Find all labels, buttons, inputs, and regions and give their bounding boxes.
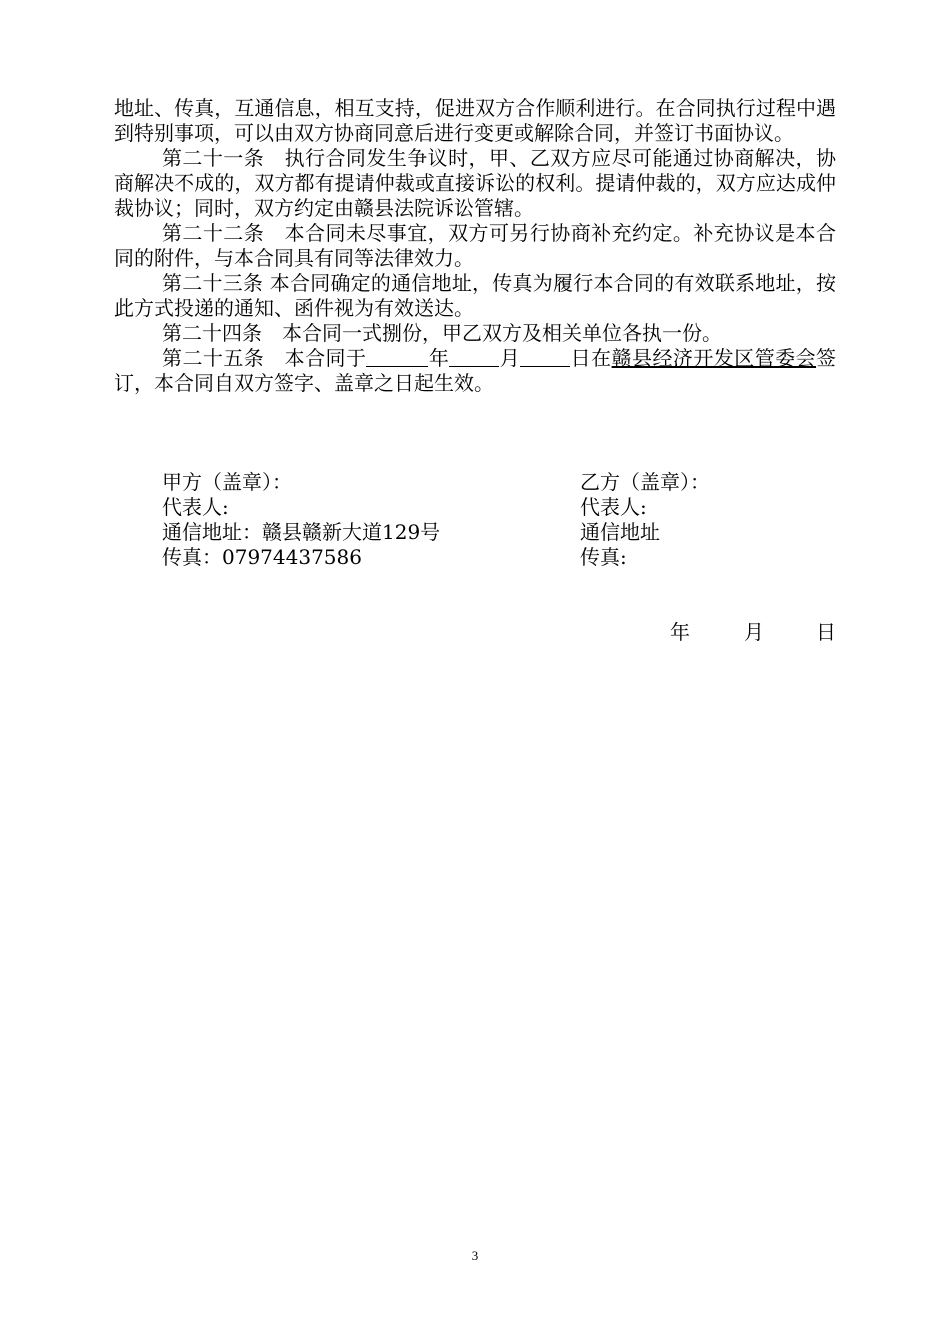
party-a-rep: 代表人: — [162, 495, 229, 519]
party-a-title: 甲方（盖章）： — [162, 470, 292, 494]
article-25-day: 日在 — [570, 346, 612, 370]
contract-body — [114, 96, 836, 396]
month-blank — [449, 348, 499, 367]
party-a-fax: 传真：07974437586 — [162, 545, 362, 569]
article-24: 第二十四条 本合同一式捌份，甲乙双方及相关单位各执一份。 — [162, 321, 722, 345]
party-b-block — [580, 470, 710, 570]
article-25 — [114, 346, 836, 396]
year-blank — [366, 348, 428, 367]
article-25-year: 年 — [428, 346, 450, 370]
article-25-prefix: 第二十五条 本合同于 — [162, 346, 367, 370]
day-blank — [520, 348, 570, 367]
party-b-fax: 传真: — [580, 545, 627, 569]
date-year: 年 — [670, 620, 690, 644]
party-b-title: 乙方（盖章）： — [580, 470, 710, 494]
party-a-address: 通信地址：赣县赣新大道129号 — [162, 520, 441, 544]
date-month: 月 — [744, 620, 764, 644]
article-21: 第二十一条 执行合同发生争议时，甲、乙双方应尽可能通过协商解决，协商解决不成的，双方都有提请仲裁或直接诉讼的权利。提请仲裁的，双方应达成仲裁协议；同时，双方约定由赣县法院诉讼管辖。 — [114, 146, 836, 220]
party-b-rep: 代表人: — [580, 495, 647, 519]
article-22: 第二十二条 本合同未尽事宜，双方可另行协商补充约定。补充协议是本合同的附件，与本合同具有同等法律效力。 — [114, 221, 836, 270]
signing-place: 赣县经济开发区管委会 — [611, 346, 817, 370]
page-number: 3 — [471, 1248, 479, 1263]
paragraph-continuation: 地址、传真，互通信息，相互支持，促进双方合作顺利进行。在合同执行过程中遇到特别事项，可以由双方协商同意后进行变更或解除合同，并签订书面协议。 — [114, 96, 836, 145]
article-23: 第二十三条 本合同确定的通信地址，传真为履行本合同的有效联系地址，按此方式投递的通知、函件视为有效送达。 — [114, 271, 836, 320]
party-a-block — [162, 470, 440, 570]
party-b-address: 通信地址 — [580, 520, 660, 544]
article-25-month: 月 — [499, 346, 521, 370]
date-day: 日 — [816, 620, 836, 644]
article-25-suffix: 签订，本合同自双方签字、盖章之日起生效。 — [114, 346, 837, 395]
